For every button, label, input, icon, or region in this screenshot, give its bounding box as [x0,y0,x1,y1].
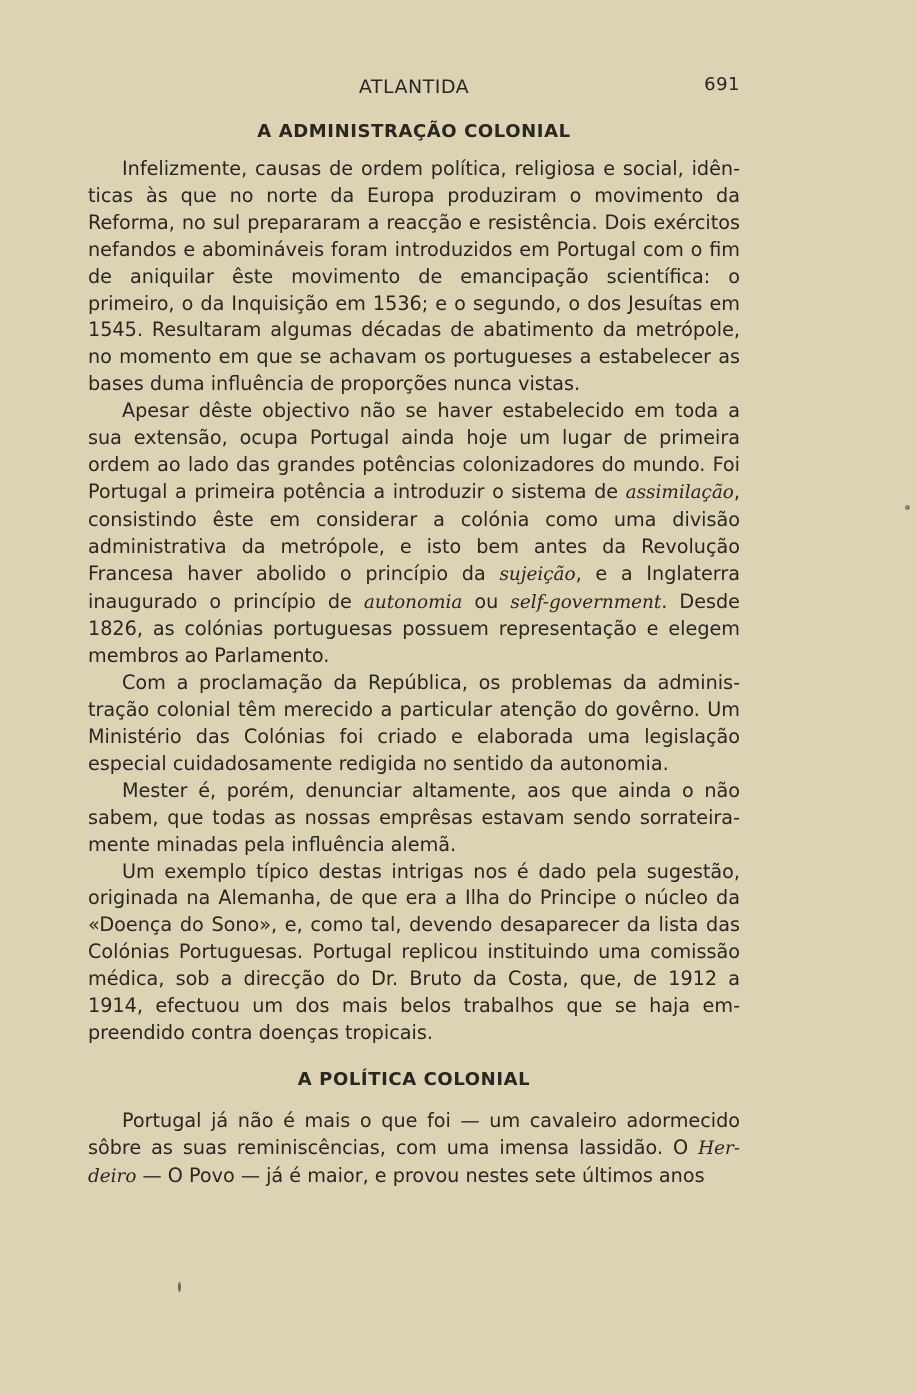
paragraph [88,156,740,398]
running-title: ATLANTIDA [358,76,470,98]
italic-term: assimilação [625,481,734,503]
text-run: Com a proclamação da República, os problemas da administração colonial têm merecido a particular atenção do govêrno. Um Ministério das Colónias foi criado e elaborada uma legislação especial cuidadosamente redigida no sentido da autonomia. [88,671,740,775]
paragraph [88,670,740,778]
text-run: — O Povo — já é maior, e provou nestes sete últimos anos [136,1163,705,1187]
text-run: . Desde 1826, as colónias portuguesas possuem representação e elegem membros ao Parlamento. [88,589,740,668]
text-run: Apesar dêste objectivo não se haver estabelecido em toda a sua extensão, ocupa Portugal ainda hoje um lugar de primeira ordem ao lado das grandes potências colonizadores do mundo. Foi Portugal a primeira potência a introduzir o sistema de [88,399,740,503]
book-page [88,66,740,1191]
paragraph [88,859,740,1047]
paragraph [88,398,740,670]
paragraph [88,1108,740,1191]
paper-speck [178,1282,181,1292]
text-run: Portugal já não é mais o que foi — um cavaleiro adormecido sôbre as suas reminiscências, com uma imensa lassidão. O [88,1108,740,1159]
paragraph [88,778,740,859]
section-heading-politica: A POLÍTICA COLONIAL [297,1068,531,1090]
section-heading-administracao: A ADMINISTRAÇÃO COLONIAL [257,121,571,142]
section-body-politica [88,1108,740,1191]
italic-term: autonomia [363,591,463,613]
text-run: , e a Inglaterra inaugurado o princípio de [88,561,740,613]
italic-term: self-government [510,591,662,613]
text-run: Um exemplo típico destas intrigas nos é dado pela sugestão, originada na Alemanha, de que era a Ilha do Principe o núcleo da «Doença do Sono», e, como tal, devendo desaparecer da lista das Colónias Portuguesas. Portugal replicou instituindo uma comissão médica, sob a direcção do Dr. Bruto da Costa, que, de 1912 a 1914, efectuou um dos mais belos trabalhos que se haja empreendido contra doenças tropicais. [88,859,740,1044]
text-run: ou [462,589,511,613]
running-head [88,66,740,102]
italic-term: sujeição [499,563,576,585]
page-number: 691 [704,74,740,95]
italic-term: Herdeiro [88,1137,740,1187]
paper-speck [905,505,910,510]
section-body-administracao [88,156,740,1047]
text-run: Infelizmente, causas de ordem política, religiosa e social, idênticas às que no norte da Europa produziram o movimento da Reforma, no sul prepararam a reacção e resistência. Dois exércitos nefandos e abomináveis foram introduzidos em Portugal com o fim de aniquilar êste movimento de emancipação scientífica: o primeiro, o da Inquisição em 1536; e o segundo, o dos Jesuítas em 1545. Resultaram algumas décadas de abatimento da metrópole, no momento em que se achavam os portugueses a estabelecer as bases duma influência de proporções nunca vistas. [88,157,740,396]
text-run: Mester é, porém, denunciar altamente, aos que ainda o não sabem, que todas as nossas emprêsas estavam sendo sorrateiramente minadas pela influência alemã. [88,778,740,856]
text-run: , consistindo êste em considerar a colónia como uma divisão administrativa da metrópole, e isto bem antes da Revolução Francesa haver abolido o princípio da [88,479,740,585]
